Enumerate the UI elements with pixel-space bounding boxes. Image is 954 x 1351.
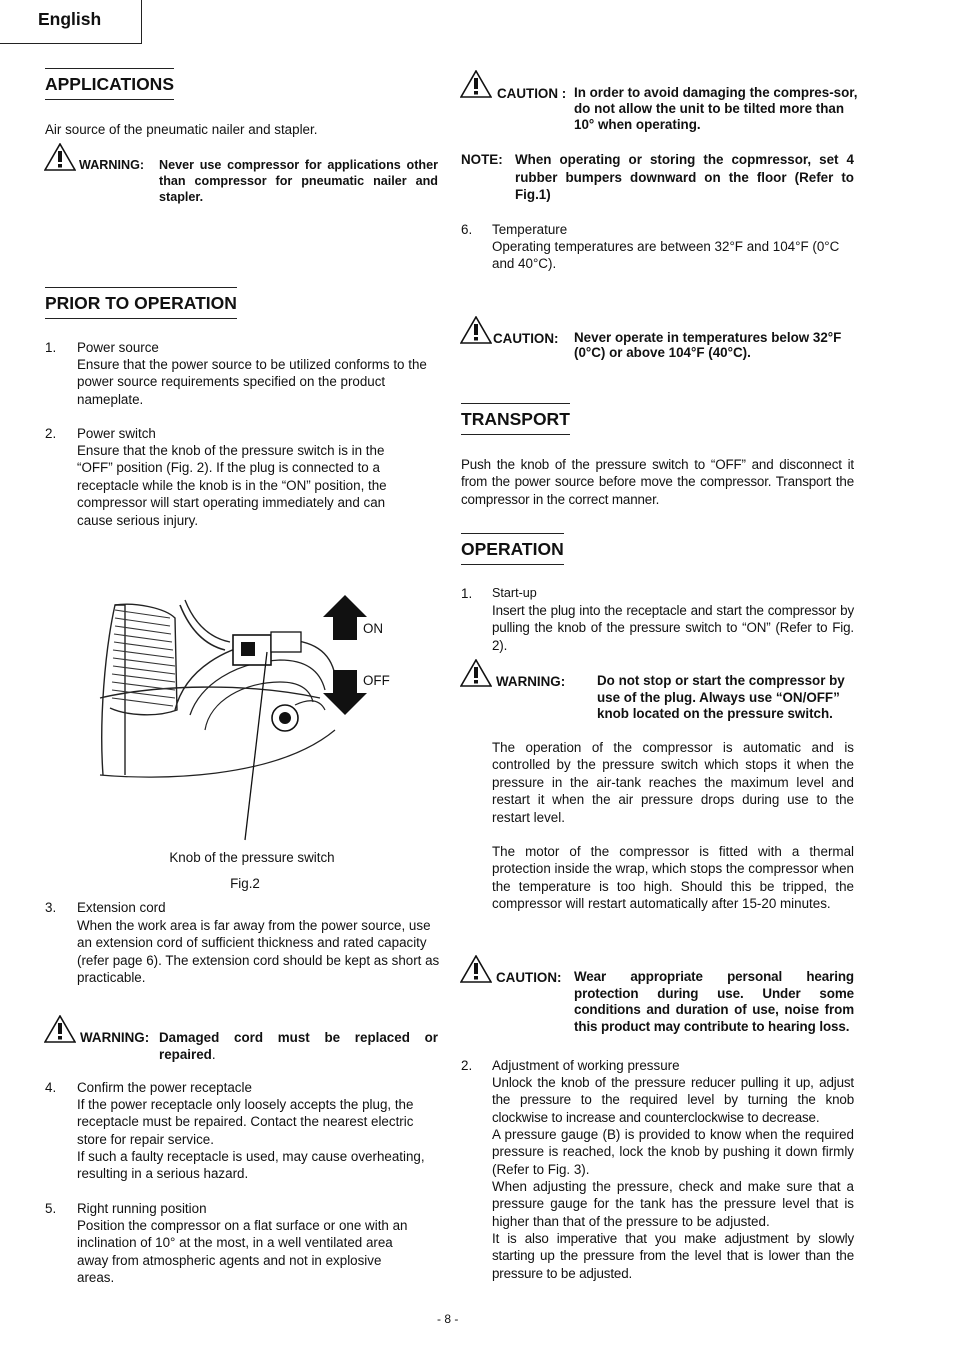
item-text-power-receptacle-2: If such a faulty receptacle is used, may cause overheating, resulting in a serious hazard. [77,1149,425,1182]
applications-body: Air source of the pneumatic nailer and stapler. [45,122,318,137]
item-text-power-source: Ensure that the power source to be utilized conforms to the power source requirements specified on the product nameplate. [77,357,427,407]
item-text-running-position: Position the compressor on a flat surface or one with an inclination of 10° at the most, in a well ventilated area away from atmospheric agents and not in explosive areas. [77,1218,408,1286]
warning-triangle-icon [44,143,76,171]
warning-triangle-icon [460,955,492,983]
transport-heading: TRANSPORT [461,403,570,435]
operation-paragraph-automatic: The operation of the compressor is automatic and is controlled by the pressure switch which stops it when the pressure in the air-tank reaches the maximum level and restart it when the air pressure drops during use to the restart level. [492,740,854,825]
transport-text: Push the knob of the pressure switch to “OFF” and disconnect it from the power source before move the compressor. Transport the compressor in the correct manner. [461,457,854,507]
item-title-extension-cord: Extension cord [77,900,166,915]
item-title-power-source: Power source [77,340,159,355]
warning-triangle-icon [44,1015,76,1043]
operation-heading: OPERATION [461,533,564,565]
page-number: - 8 - [437,1312,459,1326]
off-label: OFF [363,673,390,688]
item-number: 4. [45,1080,57,1095]
caution-temp-text: Never operate in temperatures below 32°F (0°C) or above 104°F (40°C). [574,330,842,360]
temperature-title: Temperature [492,222,568,237]
cord-warning-period: . [211,1047,216,1063]
item-title-power-switch: Power switch [77,426,156,441]
item-title-running-position: Right running position [77,1201,207,1216]
item-number: 2. [45,426,57,441]
item-number: 2. [461,1058,473,1073]
item-title-power-receptacle: Confirm the power receptacle [77,1080,252,1095]
figure-number: Fig.2 [230,876,260,891]
applications-warning-text: Never use compressor for applications other than compressor for pneumatic nailer and stapler. [159,158,438,204]
item-number: 5. [45,1201,57,1216]
item-text-power-switch: Ensure that the knob of the pressure switch is in the “OFF” position (Fig. 2). If the plug is connected to a receptacle while the knob is in the “ON” position, the compressor will start operating immediately and can cause serious injury. [77,443,387,528]
language-tab [0,0,142,44]
startup-title: Start-up [492,586,537,600]
item-number: 1. [461,586,473,601]
warning-triangle-icon [460,659,492,687]
hearing-caution-text: Wear appropriate personal hearing protection during use. Under some conditions and duration of use, noise from this product may contribute to hearing loss. [574,969,854,1034]
item-number: 6. [461,222,473,237]
warning-triangle-icon [460,316,492,344]
startup-text: Insert the plug into the receptacle and start the compressor by pulling the knob of the pressure switch to “ON” (Refer to Fig. 2). [492,603,854,653]
operation-paragraph-thermal: The motor of the compressor is fitted with a thermal protection inside the wrap, which stops the compressor when the temperature is too high. Should this be tripped, the compressor will restart automatically after 15-20 minutes. [492,844,854,912]
on-label: ON [363,621,384,636]
note-label: NOTE: [461,152,503,167]
adjust-title: Adjustment of working pressure [492,1058,680,1073]
adjust-paragraph-2: A pressure gauge (B) is provided to know when the required pressure is reached, lock the knob by pushing it down firmly (Refer to Fig. 3). [492,1127,854,1177]
note-text: When operating or storing the copmressor, set 4 rubber bumpers downward on the floor (Refer to Fig.1) [515,152,854,203]
item-text-power-receptacle: If the power receptacle only loosely accepts the plug, the receptacle must be repaired. Contact the nearest electric store for repair service. [77,1097,414,1147]
startup-warning-text: Do not stop or start the compressor by use of the plug. Always use “ON/OFF” knob located on the pressure switch. [597,673,845,721]
warning-triangle-icon [460,70,492,98]
figure-caption: Knob of the pressure switch [169,850,335,865]
caution-tilt-text: In order to avoid damaging the compres-sor, do not allow the unit to be tilted more than 10° when operating. [574,85,858,132]
cord-warning-label: WARNING: [80,1030,150,1045]
item-number: 3. [45,900,57,915]
adjust-paragraph-4: It is also imperative that you make adjustment by slowly starting up the pressure from the level that is lower than the pressure to be adjusted. [492,1231,854,1281]
prior-to-operation-heading: PRIOR TO OPERATION [45,287,237,319]
adjust-paragraph-1: Unlock the knob of the pressure reducer pulling it up, adjust the pressure to the required level by turning the knob clockwise to increase and counterclockwise to decrease. [492,1075,854,1125]
applications-heading: APPLICATIONS [45,68,174,100]
cord-warning-text [159,1029,438,1064]
item-number: 1. [45,340,57,355]
language-label: English [38,9,102,29]
caution-temp-label: CAUTION: [493,331,559,346]
adjust-paragraph-3: When adjusting the pressure, check and make sure that a pressure gauge for the tank has the pressure level that is higher than that of the pressure to be adjusted. [492,1179,854,1229]
cord-warning-message: Damaged cord must be replaced or repaired [159,1030,438,1063]
item-text-extension-cord: When the work area is far away from the power source, use an extension cord of sufficient thickness and rated capacity (refer page 6). The extension cord should be kept as short as practicable. [77,918,440,986]
temperature-text: Operating temperatures are between 32°F and 104°F (0°C and 40°C). [492,239,840,272]
caution-tilt-label: CAUTION : [497,86,567,101]
applications-warning-label: WARNING: [79,158,145,172]
compressor-pressure-switch-illustration [95,590,395,845]
hearing-caution-label: CAUTION: [496,970,562,985]
startup-warning-label: WARNING: [496,674,566,689]
